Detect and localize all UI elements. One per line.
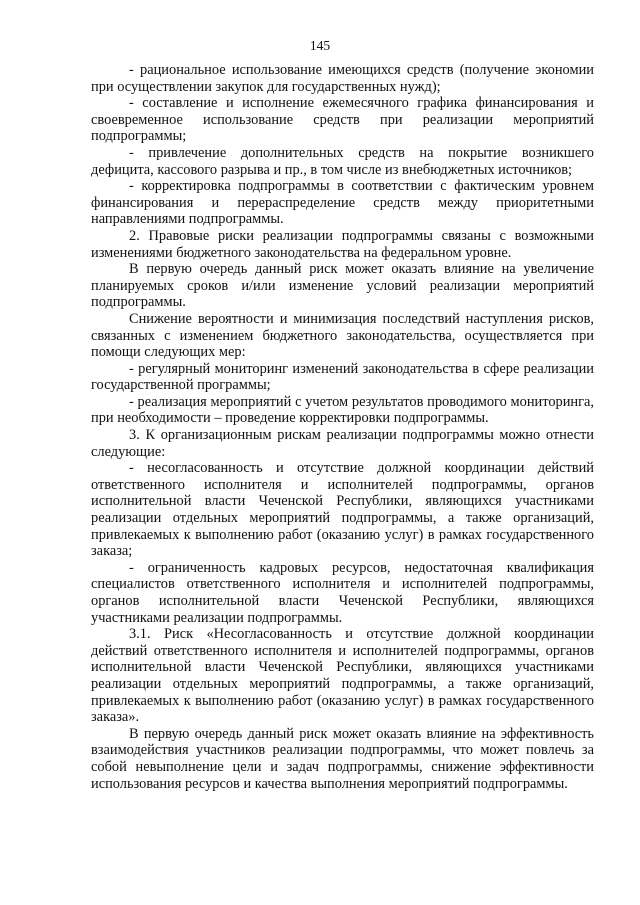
paragraph-bullet-additional-funds: - привлечение дополнительных средств на покрытие возникшего дефицита, кассового разрыва и пр., в том числе из внебюджетных источников; <box>91 144 594 178</box>
document-body <box>91 62 594 792</box>
page-number: 145 <box>309 38 331 53</box>
paragraph-risk-3-1-impact: В первую очередь данный риск может оказать влияние на эффективность взаимодействия участников реализации подпрограммы, что может повлечь за собой невыполнение цели и задач подпрограммы, снижение эффективности использования ресурсов и качества выполнения мероприятий подпрограммы. <box>91 725 594 792</box>
paragraph-bullet-monitoring: - регулярный мониторинг изменений законодательства в сфере реализации государственной программы; <box>91 360 594 394</box>
paragraph-legal-risk-impact: В первую очередь данный риск может оказать влияние на увеличение планируемых сроков и/или изменение условий реализации мероприятий подпрограммы. <box>91 261 594 311</box>
paragraph-bullet-staffing: - ограниченность кадровых ресурсов, недостаточная квалификация специалистов ответственного исполнителя и исполнителей подпрограммы, органов исполнительной власти Чеченской Республики, являющихся участниками реализации подпрограммы. <box>91 559 594 626</box>
paragraph-bullet-adjustment: - корректировка подпрограммы в соответствии с фактическим уровнем финансирования и перераспределение средств между приоритетными направлениями подпрограммы. <box>91 178 594 228</box>
paragraph-risk-3-1: 3.1. Риск «Несогласованность и отсутствие должной координации действий ответственного исполнителя и исполнителей подпрограммы, органов исполнительной власти Чеченской Республики, являющихся участниками реализации отдельных мероприятий подпрограммы, а также организаций, привлекаемых к выполнению работ (оказанию услуг) в рамках государственного заказа». <box>91 626 594 726</box>
paragraph-bullet-schedule: - составление и исполнение ежемесячного графика финансирования и своевременное использование средств при реализации мероприятий подпрограммы; <box>91 95 594 145</box>
paragraph-organizational-risks: 3. К организационным рискам реализации подпрограммы можно отнести следующие: <box>91 427 594 460</box>
paragraph-bullet-economy: - рациональное использование имеющихся средств (получение экономии при осуществлении закупок для государственных нужд); <box>91 62 594 95</box>
paragraph-legal-risks: 2. Правовые риски реализации подпрограммы связаны с возможными изменениями бюджетного законодательства на федеральном уровне. <box>91 227 594 261</box>
paragraph-bullet-implementation: - реализация мероприятий с учетом результатов проводимого мониторинга, при необходимости – проведение корректировки подпрограммы. <box>91 393 594 427</box>
paragraph-risk-mitigation: Снижение вероятности и минимизация последствий наступления рисков, связанных с изменением бюджетного законодательства, осуществляется при помощи следующих мер: <box>91 310 594 361</box>
paragraph-bullet-coordination: - несогласованность и отсутствие должной координации действий ответственного исполнителя и исполнителей подпрограммы, органов исполнительной власти Чеченской Республики, являющихся участниками реализации отдельных мероприятий подпрограммы, а также организаций, привлекаемых к выполнению работ (оказанию услуг) в рамках государственного заказа; <box>91 460 594 560</box>
